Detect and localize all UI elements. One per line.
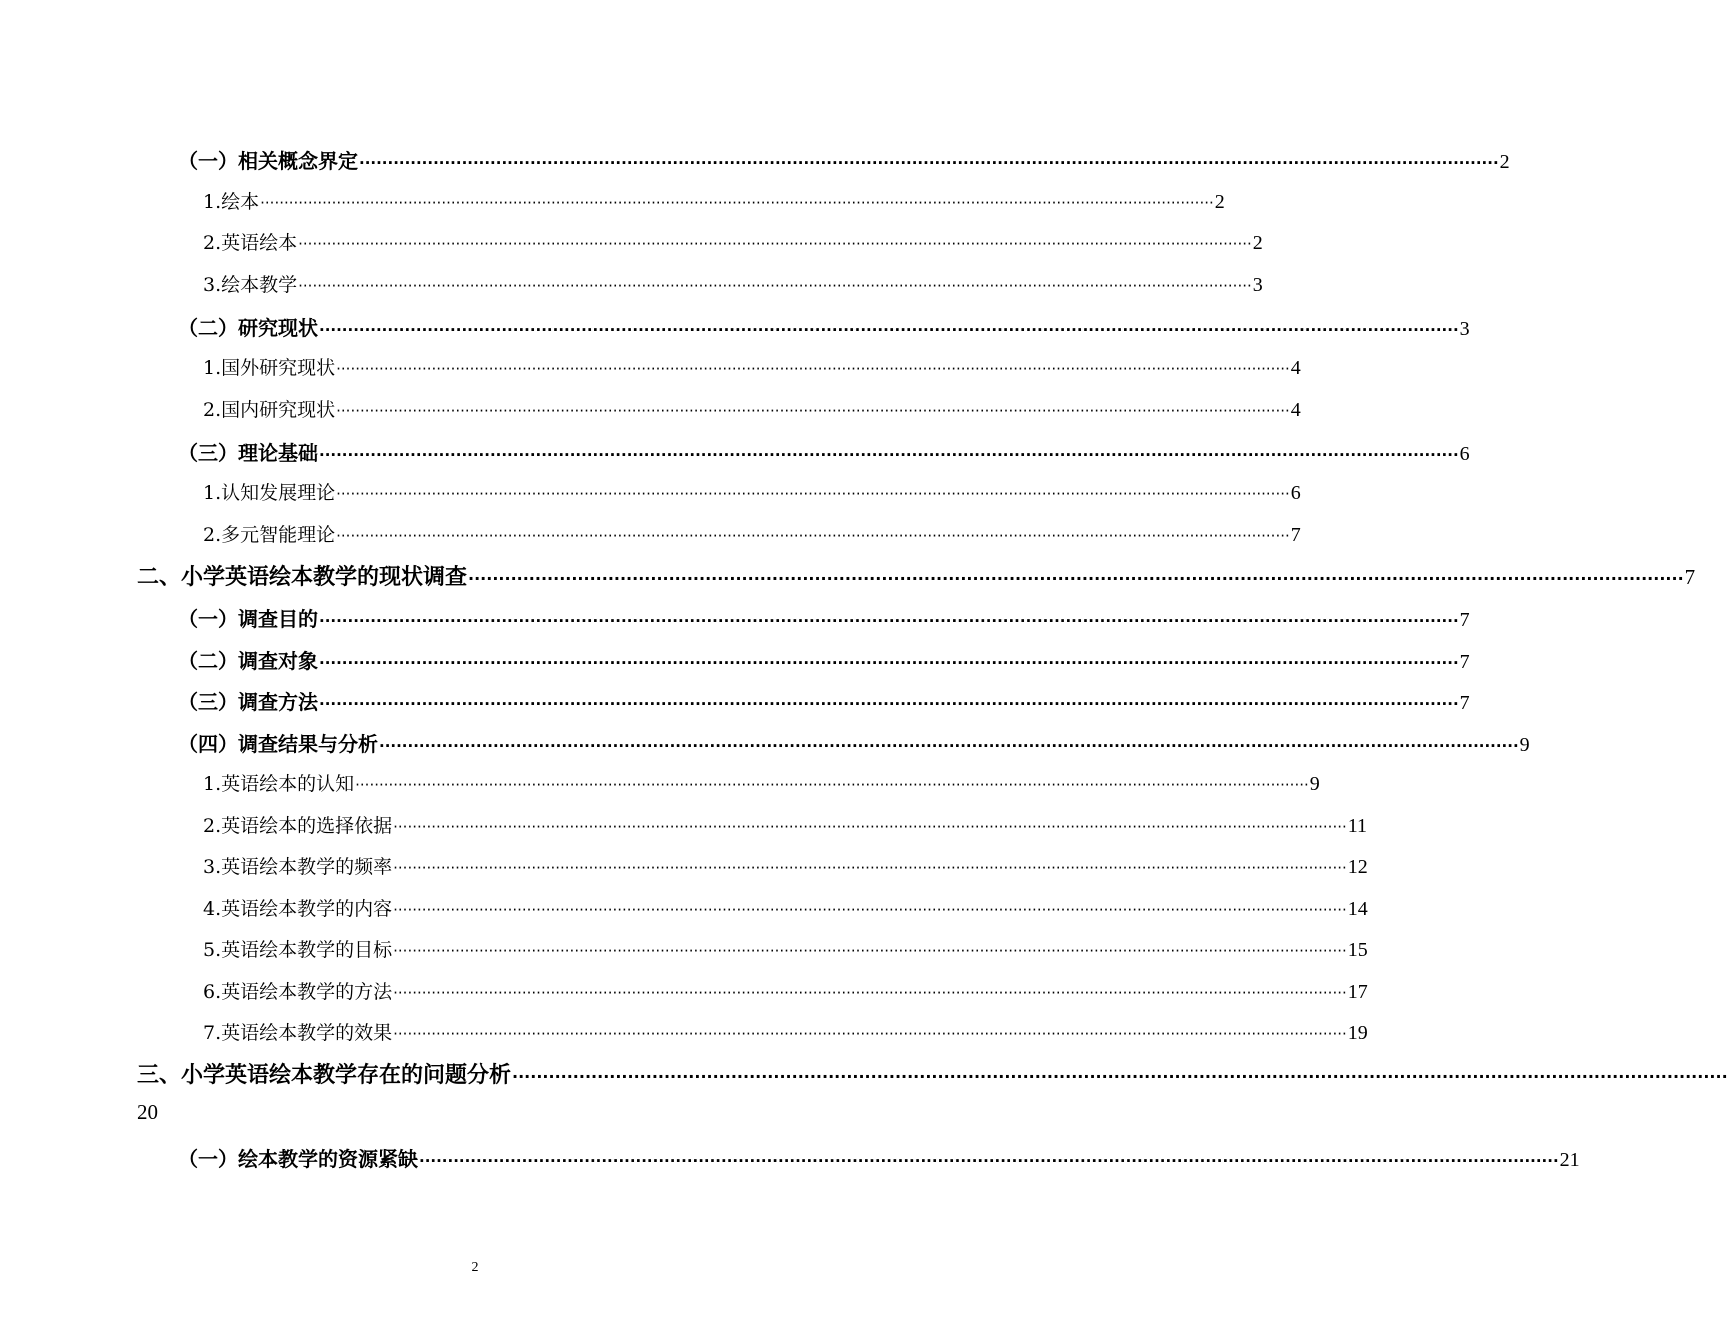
toc-entry-page: 12 [1347, 856, 1368, 878]
toc-entry-title: 三、小学英语绘本教学存在的问题分析 [137, 1062, 512, 1088]
toc-leader-dots: ········································································································································································································ [336, 360, 1290, 378]
toc-leader-dots: ········································································································································································································ [355, 776, 1309, 794]
toc-entry-page: 3 [1252, 274, 1263, 296]
toc-entry-page: 11 [1347, 815, 1368, 837]
toc-entry[interactable] [203, 187, 1225, 214]
toc-entry[interactable] [203, 852, 1368, 879]
toc-leader-dots: ········································································································································································································ [393, 901, 1347, 919]
toc-entry-page: 7 [1459, 651, 1470, 673]
toc-leader-dots: ········································································································································································································ [319, 695, 1459, 713]
toc-entry-title: （三）调查方法 [178, 690, 318, 714]
toc-entry[interactable] [178, 686, 1470, 715]
toc-entry-page: 7 [1459, 609, 1470, 631]
toc-entry[interactable] [203, 811, 1368, 838]
toc-entry-title: 2.英语绘本的选择依据 [203, 815, 393, 837]
toc-leader-dots: ········································································································································································································ [319, 446, 1459, 464]
toc-entry-title: 1.绘本 [203, 191, 260, 213]
toc-entry-title: （三）理论基础 [178, 441, 318, 465]
toc-leader-dots: ········································································································································································································ [336, 527, 1290, 545]
toc-entry-page: 3 [1459, 318, 1470, 340]
toc-entry-title: 2.国内研究现状 [203, 399, 336, 421]
toc-entry-page: 4 [1290, 357, 1301, 379]
toc-entry-title: 4.英语绘本教学的内容 [203, 898, 393, 920]
page-number: 2 [471, 1260, 479, 1275]
toc-entry[interactable] [203, 395, 1301, 422]
toc-entry-title: 5.英语绘本教学的目标 [203, 939, 393, 961]
toc-entry-title: （四）调查结果与分析 [178, 732, 378, 756]
toc-entry-page: 21 [1559, 1149, 1580, 1171]
toc-entry-title: （二）研究现状 [178, 316, 318, 340]
toc-entry[interactable] [203, 935, 1368, 962]
toc-entry-page: 7 [1684, 565, 1696, 589]
toc-entry-page: 4 [1290, 399, 1301, 421]
toc-leader-dots: ········································································································································································································ [393, 818, 1347, 836]
toc-entry-page: 20 [137, 1100, 158, 1124]
toc-leader-dots: ········································································································································································································ [260, 194, 1214, 212]
toc-entry-title: 2.多元智能理论 [203, 524, 336, 546]
toc-leader-dots: ········································································································································································································ [419, 1152, 1559, 1170]
toc-entry[interactable] [137, 560, 1696, 591]
toc-leader-dots: ········································································································································································································ [319, 321, 1459, 339]
toc-leader-dots: ········································································································································································································ [298, 277, 1252, 295]
toc-leader-dots: ········································································································································································································ [393, 859, 1347, 877]
toc-entry-title: 3.英语绘本教学的频率 [203, 856, 393, 878]
toc-entry-page: 6 [1459, 443, 1470, 465]
toc-leader-dots: ········································································································································································································ [319, 612, 1459, 630]
toc-entry-title: 1.认知发展理论 [203, 482, 336, 504]
toc-entry-title: （一）调查目的 [178, 607, 318, 631]
toc-leader-dots: ········································································································································································································ [468, 569, 1684, 588]
toc-entry[interactable] [137, 1058, 1728, 1089]
toc-leader-dots: ········································································································································································································ [336, 485, 1290, 503]
toc-entry[interactable] [178, 312, 1470, 341]
toc-entry-title: 1.国外研究现状 [203, 357, 336, 379]
toc-entry[interactable] [203, 769, 1320, 796]
toc-leader-dots: ········································································································································································································ [298, 235, 1252, 253]
toc-entry-title: 1.英语绘本的认知 [203, 773, 355, 795]
toc-entry-title: 二、小学英语绘本教学的现状调查 [137, 564, 468, 590]
toc-leader-dots: ········································································································································································································ [359, 154, 1499, 172]
toc-entry-page: 7 [1459, 692, 1470, 714]
toc-entry[interactable] [178, 645, 1470, 674]
toc-entry-page: 2 [1499, 151, 1510, 173]
toc-entry-title: （二）调查对象 [178, 649, 318, 673]
toc-entry-page: 6 [1290, 482, 1301, 504]
toc-entry[interactable] [203, 270, 1263, 297]
toc-entry[interactable] [178, 728, 1530, 757]
toc-entry[interactable] [178, 603, 1470, 632]
toc-leader-dots: ········································································································································································································ [336, 402, 1290, 420]
toc-entry[interactable] [178, 145, 1510, 174]
toc-entry[interactable] [178, 437, 1470, 466]
toc-entry-title: 6.英语绘本教学的方法 [203, 981, 393, 1003]
toc-entry-page: 15 [1347, 939, 1368, 961]
toc-leader-dots: ········································································································································································································ [393, 942, 1347, 960]
toc-entry-page: 9 [1309, 773, 1320, 795]
toc-entry-page: 2 [1252, 232, 1263, 254]
toc-entry-page: 7 [1290, 524, 1301, 546]
toc-entry-page: 19 [1347, 1022, 1368, 1044]
toc-entry[interactable] [203, 353, 1301, 380]
toc-entry[interactable] [203, 894, 1368, 921]
toc-entry-title: （一）相关概念界定 [178, 149, 358, 173]
toc-leader-dots: ········································································································································································································ [512, 1067, 1728, 1086]
toc-entry-title: 2.英语绘本 [203, 232, 298, 254]
toc-leader-dots: ········································································································································································································ [319, 654, 1459, 672]
toc-entry-title: 7.英语绘本教学的效果 [203, 1022, 393, 1044]
toc-leader-dots: ········································································································································································································ [393, 1025, 1347, 1043]
toc-entry[interactable] [203, 228, 1263, 255]
toc-entry[interactable] [203, 1018, 1368, 1045]
toc-entry-title: 3.绘本教学 [203, 274, 298, 296]
toc-entry-page: 2 [1214, 191, 1225, 213]
toc-entry[interactable] [203, 520, 1301, 547]
toc-leader-dots: ········································································································································································································ [379, 737, 1519, 755]
toc-entry[interactable] [203, 977, 1368, 1004]
toc-entry-page: 17 [1347, 981, 1368, 1003]
toc-entry[interactable] [178, 1143, 1580, 1172]
toc-leader-dots: ········································································································································································································ [393, 984, 1347, 1002]
toc-entry-page: 14 [1347, 898, 1368, 920]
toc-entry[interactable] [203, 478, 1301, 505]
toc-entry-title: （一）绘本教学的资源紧缺 [178, 1147, 418, 1171]
toc-entry-page: 9 [1519, 734, 1530, 756]
